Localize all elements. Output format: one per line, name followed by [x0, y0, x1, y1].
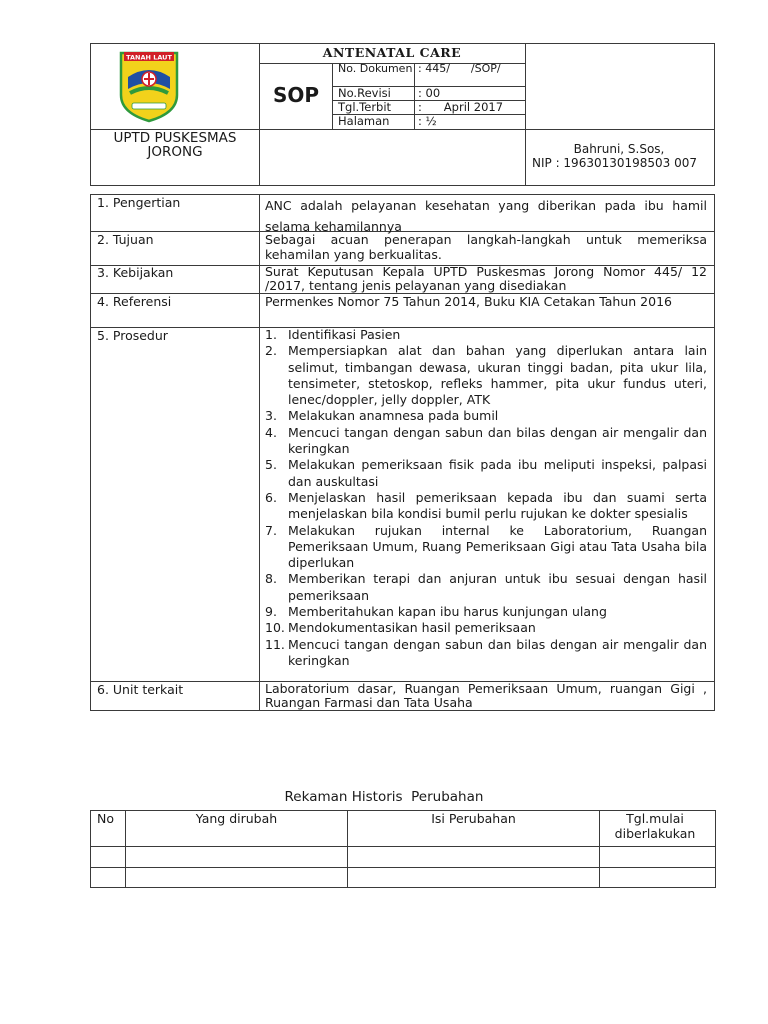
doc-field-label-issued: Tgl.Terbit: [338, 100, 392, 114]
procedure-step: 7. Melakukan rujukan internal ke Laboratorium, Ruangan Pemeriksaan Umum, Ruang Pemeriksaan Gigi atau Tata Usaha bila diperlukan: [265, 522, 707, 571]
puskesmas-logo: [118, 49, 180, 123]
doc-field-label-number: No. Dokumen: [338, 62, 413, 75]
section-label-related-units: 6. Unit terkait: [97, 682, 184, 697]
org-name: UPTD PUSKESMAS JORONG: [113, 130, 237, 160]
doc-field-value-revision: : 00: [418, 86, 441, 100]
history-col-content: Isi Perubahan: [431, 811, 516, 826]
signatory-name: Bahruni, S.Sos,: [573, 142, 665, 156]
section-label-policy: 3. Kebijakan: [97, 265, 174, 280]
section-text-definition: ANC adalah pelayanan kesehatan yang diberikan pada ibu hamil selama kehamilannya: [265, 198, 707, 234]
procedure-step: 2. Mempersiapkan alat dan bahan yang diperlukan antara lain selimut, timbangan dewasa, ukuran tinggi badan, pita ukur lila, tensimeter, stetoskop, refleks hammer, pita ukur fundus uteri, lenec/doppler, jelly doppler, ATK: [265, 343, 707, 408]
section-label-procedure: 5. Prosedur: [97, 328, 168, 343]
section-text-policy: Surat Keputusan Kepala UPTD Puskesmas Jorong Nomor 445/ 12 /2017, tentang jenis pelayanan yang disediakan: [265, 264, 707, 293]
section-text-related-units: Laboratorium dasar, Ruangan Pemeriksaan Umum, ruangan Gigi , Ruangan Farmasi dan Tata Usaha: [265, 681, 707, 710]
doc-field-label-page: Halaman: [338, 114, 390, 128]
procedure-step: 4. Mencuci tangan dengan sabun dan bilas dengan air mengalir dan keringkan: [265, 424, 707, 457]
procedure-step: 1. Identifikasi Pasien: [265, 327, 401, 342]
history-col-changed: Yang dirubah: [195, 811, 278, 826]
sop-label: SOP: [272, 83, 320, 107]
signatory-nip: NIP : 19630130198503 007: [532, 156, 698, 170]
doc-field-value-page: : ½: [418, 114, 437, 128]
history-title: Rekaman Historis Perubahan: [284, 789, 484, 805]
history-col-no: No: [97, 811, 114, 826]
section-text-purpose: Sebagai acuan penerapan langkah-langkah untuk memeriksa kehamilan yang berkualitas.: [265, 232, 707, 262]
logo-text: TANAH LAUT: [126, 53, 172, 62]
procedure-step: 11. Mencuci tangan dengan sabun dan bilas dengan air mengalir dan keringkan: [265, 636, 707, 668]
doc-field-value-issued: : April 2017: [418, 100, 504, 114]
section-text-reference: Permenkes Nomor 75 Tahun 2014, Buku KIA Cetakan Tahun 2016: [265, 294, 672, 309]
procedure-list: [265, 327, 707, 669]
page-title: ANTENATAL CARE: [322, 45, 462, 60]
procedure-step: 6. Menjelaskan hasil pemeriksaan kepada ibu dan suami serta menjelaskan bila kondisi bumil perlu rujukan ke dokter spesialis: [265, 489, 707, 522]
procedure-step: 5. Melakukan pemeriksaan fisik pada ibu meliputi inspeksi, palpasi dan auskultasi: [265, 457, 707, 489]
procedure-step: 8. Memberikan terapi dan anjuran untuk ibu sesuai dengan hasil pemeriksaan: [265, 571, 707, 603]
procedure-step: 3. Melakukan anamnesa pada bumil: [265, 408, 499, 424]
doc-field-value-number: : 445/ /SOP/: [418, 62, 501, 75]
doc-field-label-revision: No.Revisi: [338, 86, 391, 100]
section-label-reference: 4. Referensi: [97, 294, 172, 309]
procedure-step: 10. Mendokumentasikan hasil pemeriksaan: [265, 620, 536, 636]
history-col-date: Tgl.mulai diberlakukan: [614, 811, 696, 841]
section-label-purpose: 2. Tujuan: [97, 232, 154, 247]
procedure-step: 9. Memberitahukan kapan ibu harus kunjungan ulang: [265, 604, 607, 620]
section-label-definition: 1. Pengertian: [97, 195, 181, 210]
